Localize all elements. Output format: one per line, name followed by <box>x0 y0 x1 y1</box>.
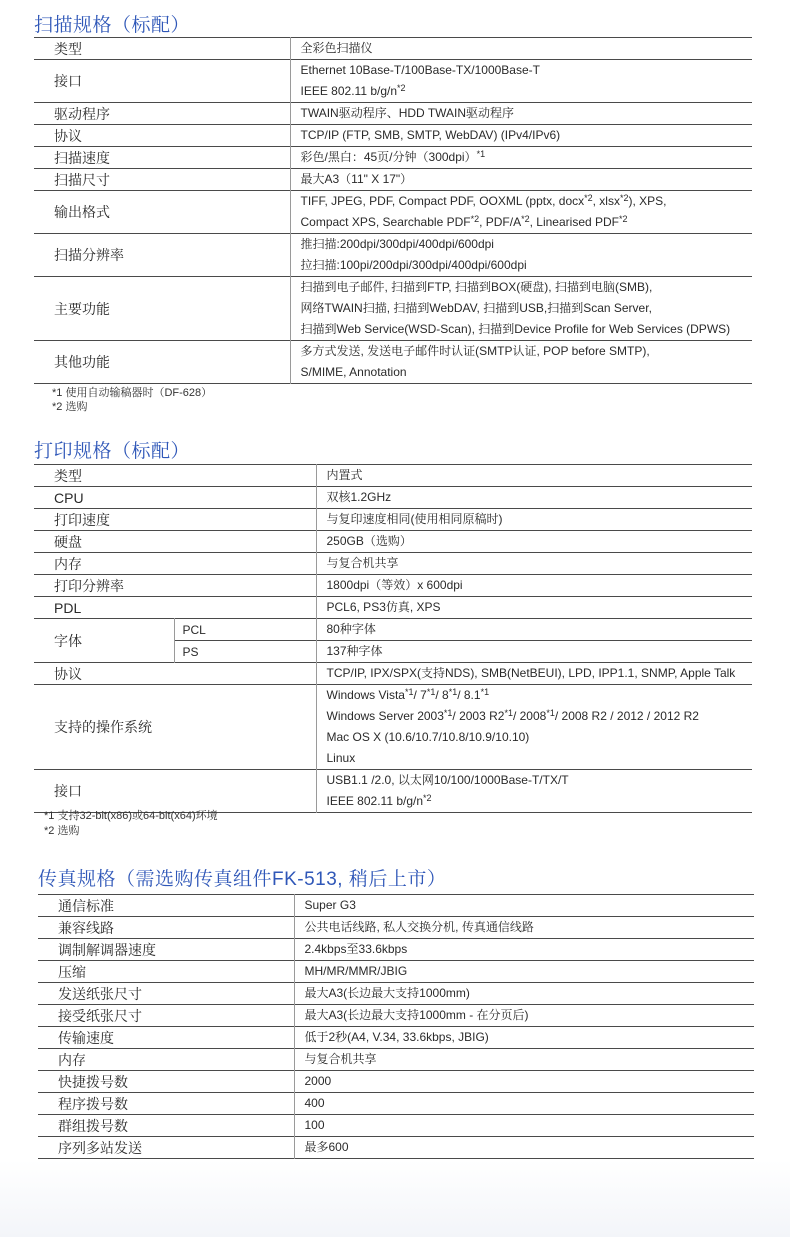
fax-spec-value-line: 100 <box>304 1118 325 1132</box>
scan-spec-value-line: TIFF, JPEG, PDF, Compact PDF, OOXML (pptx, docx$^{*2}$, xlsx$^{*2}$), XPS, <box>300 193 667 208</box>
print-spec-row <box>34 597 752 619</box>
footer-background <box>0 1160 790 1237</box>
fax-spec-label: 内存 <box>58 1051 86 1068</box>
print-spec-label: 支持的操作系统 <box>54 719 152 735</box>
fax-spec-row <box>38 1071 754 1093</box>
fax-spec-value-line: 2.4kbps至33.6kbps <box>304 942 408 956</box>
scan-spec-value <box>290 169 752 191</box>
print-spec-value-line: USB1.1 /2.0, 以太网10/100/1000Base-T/TX/T <box>326 773 569 787</box>
print-spec-sublabel: PS <box>174 641 316 663</box>
print-spec-value-line: TCP/IP, IPX/SPX(支持NDS), SMB(NetBEUI), LPD, IPP1.1, SNMP, Apple Talk <box>326 666 736 680</box>
print-spec-value-line: 1800dpi（等效）x 600dpi <box>326 578 463 592</box>
fax-spec-label: 压缩 <box>58 963 86 980</box>
fax-spec-value <box>294 1049 754 1071</box>
fax-spec-value <box>294 983 754 1005</box>
print-spec-label: 内存 <box>54 555 82 572</box>
print-spec-row <box>34 465 752 487</box>
print-spec-value-line: Windows Server 2003$^{*1}$/ 2003 R2$^{*1}$/ 2008$^{*1}$/ 2008 R2 / 2012 / 2012 R2 <box>326 708 699 723</box>
scan-spec-value <box>290 125 752 147</box>
fax-spec-value <box>294 1027 754 1049</box>
print-spec-label: 类型 <box>54 467 82 484</box>
print-spec-row <box>34 770 752 813</box>
fax-spec-label: 序列多站发送 <box>58 1139 142 1156</box>
print-spec-value <box>316 465 752 487</box>
scan-spec-value <box>290 147 752 169</box>
fax-spec-value-line: Super G3 <box>304 898 356 912</box>
print-spec-row <box>34 575 752 597</box>
scan-spec-row <box>34 38 752 60</box>
fax-spec-row <box>38 983 754 1005</box>
scan-spec-label: 协议 <box>54 127 82 144</box>
scan-spec-row <box>34 60 752 103</box>
fax-spec-value-line: 400 <box>304 1096 325 1110</box>
fax-spec-label: 群组拨号数 <box>58 1117 128 1134</box>
fax-spec-value <box>294 1115 754 1137</box>
scan-spec-value <box>290 38 752 60</box>
scan-spec-table <box>34 37 752 384</box>
print-spec-value <box>316 641 752 663</box>
fax-spec-value <box>294 917 754 939</box>
scan-spec-value-line: Compact XPS, Searchable PDF$^{*2}$, PDF/$A^{*2}$, Linearised PDF$^{*2}$ <box>300 214 628 229</box>
print-spec-sublabel: PCL <box>174 619 316 641</box>
print-spec-row <box>34 663 752 685</box>
print-spec-value <box>316 597 752 619</box>
print-spec-label: CPU <box>54 489 84 506</box>
fax-spec-label: 快捷拨号数 <box>58 1073 128 1090</box>
fax-spec-value-line: 2000 <box>304 1074 332 1088</box>
scan-spec-value-line: 多方式发送, 发送电子邮件时认证(SMTP认证, POP before SMTP), <box>300 344 650 358</box>
print-spec-value-line: 内置式 <box>326 468 363 482</box>
fax-spec-value-line: 低于2秒(A4, V.34, 33.6kbps, JBIG) <box>304 1030 489 1044</box>
fax-spec-row <box>38 1093 754 1115</box>
scan-spec-row <box>34 147 752 169</box>
print-spec-value-line: Windows Vista$^{*1}$/ 7$^{*1}$/ 8$^{*1}$/ 8.1$^{*1}$ <box>326 687 490 702</box>
fax-spec-row <box>38 961 754 983</box>
scan-spec-value <box>290 341 752 384</box>
print-spec-label: 打印分辨率 <box>54 577 124 594</box>
fax-spec-row <box>38 1137 754 1159</box>
print-spec-value <box>316 663 752 685</box>
print-spec-value-line: Linux <box>326 751 356 765</box>
scan-spec-value-line: Ethernet 10Base-T/100Base-TX/1000Base-T <box>300 63 540 77</box>
fax-spec-row <box>38 939 754 961</box>
print-spec-value-line: 250GB（选购） <box>326 534 412 548</box>
print-spec-value-line: IEEE 802.11 $b/g/n^{*2}$ <box>326 793 432 808</box>
scan-spec-value-line: 彩色/黑白：45页/分钟$(300dpi)^{*1}$ <box>300 149 486 164</box>
print-spec-value <box>316 770 752 813</box>
print-spec-value <box>316 509 752 531</box>
print-spec-value-line: 137种字体 <box>326 644 383 658</box>
print-spec-value <box>316 553 752 575</box>
fax-spec-table <box>38 894 754 1159</box>
fax-spec-label: 兼容线路 <box>58 919 114 936</box>
scan-spec-row <box>34 169 752 191</box>
fax-spec-label: 程序拨号数 <box>58 1095 128 1112</box>
print-spec-row <box>34 531 752 553</box>
fax-spec-label: 接受纸张尺寸 <box>58 1007 142 1024</box>
scan-spec-row <box>34 277 752 341</box>
fax-section-title: 传真规格（需选购传真组件FK-513, 稍后上市） <box>38 869 447 890</box>
scan-spec-label: 驱动程序 <box>54 105 110 122</box>
scan-spec-value-line: 最大A3（11" X 17"） <box>300 172 413 186</box>
scan-note-2: *2 选购 <box>52 401 88 413</box>
fax-spec-value-line: 最大A3(长边最大支持1000mm) <box>304 986 470 1000</box>
print-spec-value <box>316 619 752 641</box>
scan-spec-value-line: TCP/IP (FTP, SMB, SMTP, WebDAV) (IPv4/IPv6) <box>300 128 561 142</box>
scan-spec-label: 主要功能 <box>54 300 110 317</box>
fax-spec-row <box>38 1027 754 1049</box>
fax-spec-value <box>294 1005 754 1027</box>
scan-spec-label: 扫描速度 <box>54 149 110 166</box>
fax-spec-label: 通信标准 <box>58 897 114 914</box>
scan-spec-value-line: 扫描到电子邮件, 扫描到FTP, 扫描到BOX(硬盘), 扫描到电脑(SMB), <box>300 280 653 294</box>
scan-spec-label: 扫描尺寸 <box>54 171 110 188</box>
scan-spec-value-line: IEEE 802.11 $b/g/n^{*2}$ <box>300 83 406 98</box>
print-spec-label: 硬盘 <box>54 533 82 550</box>
scan-spec-row <box>34 103 752 125</box>
scan-spec-label: 类型 <box>54 40 82 57</box>
fax-spec-row <box>38 917 754 939</box>
scan-spec-label: 接口 <box>54 73 82 89</box>
scan-spec-value-line: 全彩色扫描仪 <box>300 41 373 55</box>
print-spec-value-line: 双核1.2GHz <box>326 490 392 504</box>
print-spec-label: 接口 <box>54 783 82 799</box>
scan-spec-value <box>290 234 752 277</box>
print-spec-row <box>34 685 752 770</box>
scan-spec-row <box>34 125 752 147</box>
scan-note-1: *1 使用自动输稿器时（DF-628） <box>52 387 213 399</box>
fax-spec-value-line: MH/MR/MMR/JBIG <box>304 964 408 978</box>
scan-spec-label: 扫描分辨率 <box>54 247 124 263</box>
fax-spec-value-line: 公共电话线路, 私人交换分机, 传真通信线路 <box>304 920 534 934</box>
print-note-1: *1 支持32-bit(x86)或64-bit(x64)环境 <box>44 810 218 822</box>
print-spec-label: 打印速度 <box>54 511 110 528</box>
fax-spec-value-line: 最大A3(长边最大支持1000mm - 在分页后) <box>304 1008 529 1022</box>
print-spec-row <box>34 553 752 575</box>
print-spec-value <box>316 531 752 553</box>
fax-spec-label: 传输速度 <box>58 1029 114 1046</box>
print-spec-label: 协议 <box>54 665 82 682</box>
print-spec-value-line: 80种字体 <box>326 622 376 636</box>
print-spec-label: PDL <box>54 599 82 616</box>
scan-spec-row <box>34 341 752 384</box>
print-spec-row <box>34 487 752 509</box>
scan-spec-value-line: 扫描到Web Service(WSD-Scan), 扫描到Device Profile for Web Services (DPWS) <box>300 322 731 336</box>
fax-spec-row <box>38 1115 754 1137</box>
print-spec-row <box>34 509 752 531</box>
scan-spec-row <box>34 191 752 234</box>
scan-spec-value <box>290 191 752 234</box>
print-spec-value-line: 与复印速度相同(使用相同原稿时) <box>326 512 503 526</box>
print-spec-label: 字体 <box>54 632 82 649</box>
print-spec-value <box>316 487 752 509</box>
scan-spec-value-line: S/MIME, Annotation <box>300 365 407 379</box>
fax-spec-value <box>294 1071 754 1093</box>
scan-spec-value-line: 拉扫描:100pi/200dpi/300dpi/400dpi/600dpi <box>300 258 527 272</box>
fax-spec-value-line: 与复合机共享 <box>304 1052 377 1066</box>
fax-spec-value <box>294 895 754 917</box>
scan-spec-row <box>34 234 752 277</box>
fax-spec-value-line: 最多600 <box>304 1140 349 1154</box>
fax-spec-label: 调制解调器速度 <box>58 941 156 958</box>
fax-spec-row <box>38 1005 754 1027</box>
fax-spec-value <box>294 1137 754 1159</box>
fax-spec-value <box>294 961 754 983</box>
scan-section-title: 扫描规格（标配） <box>34 15 191 36</box>
print-spec-value-line: 与复合机共享 <box>326 556 399 570</box>
scan-spec-value <box>290 277 752 341</box>
fax-spec-value <box>294 939 754 961</box>
print-note-2: *2 选购 <box>44 825 80 837</box>
fax-spec-value <box>294 1093 754 1115</box>
scan-spec-value <box>290 103 752 125</box>
fax-spec-label: 发送纸张尺寸 <box>58 985 142 1002</box>
fax-spec-row <box>38 1049 754 1071</box>
print-spec-table <box>34 464 752 813</box>
print-spec-value-line: Mac OS X (10.6/10.7/10.8/10.9/10.10) <box>326 730 530 744</box>
fax-spec-row <box>38 895 754 917</box>
scan-spec-value-line: 推扫描:200dpi/300dpi/400dpi/600dpi <box>300 237 494 251</box>
scan-spec-label: 输出格式 <box>54 204 110 220</box>
print-spec-value <box>316 575 752 597</box>
scan-spec-label: 其他功能 <box>54 354 110 370</box>
print-section-title: 打印规格（标配） <box>34 441 191 462</box>
scan-spec-value <box>290 60 752 103</box>
print-spec-value <box>316 685 752 770</box>
print-spec-value-line: PCL6, PS3仿真, XPS <box>326 600 441 614</box>
scan-spec-value-line: TWAIN驱动程序、HDD TWAIN驱动程序 <box>300 106 515 120</box>
print-spec-row <box>34 619 752 641</box>
scan-spec-value-line: 网络TWAIN扫描, 扫描到WebDAV, 扫描到USB,扫描到Scan Server, <box>300 301 652 315</box>
